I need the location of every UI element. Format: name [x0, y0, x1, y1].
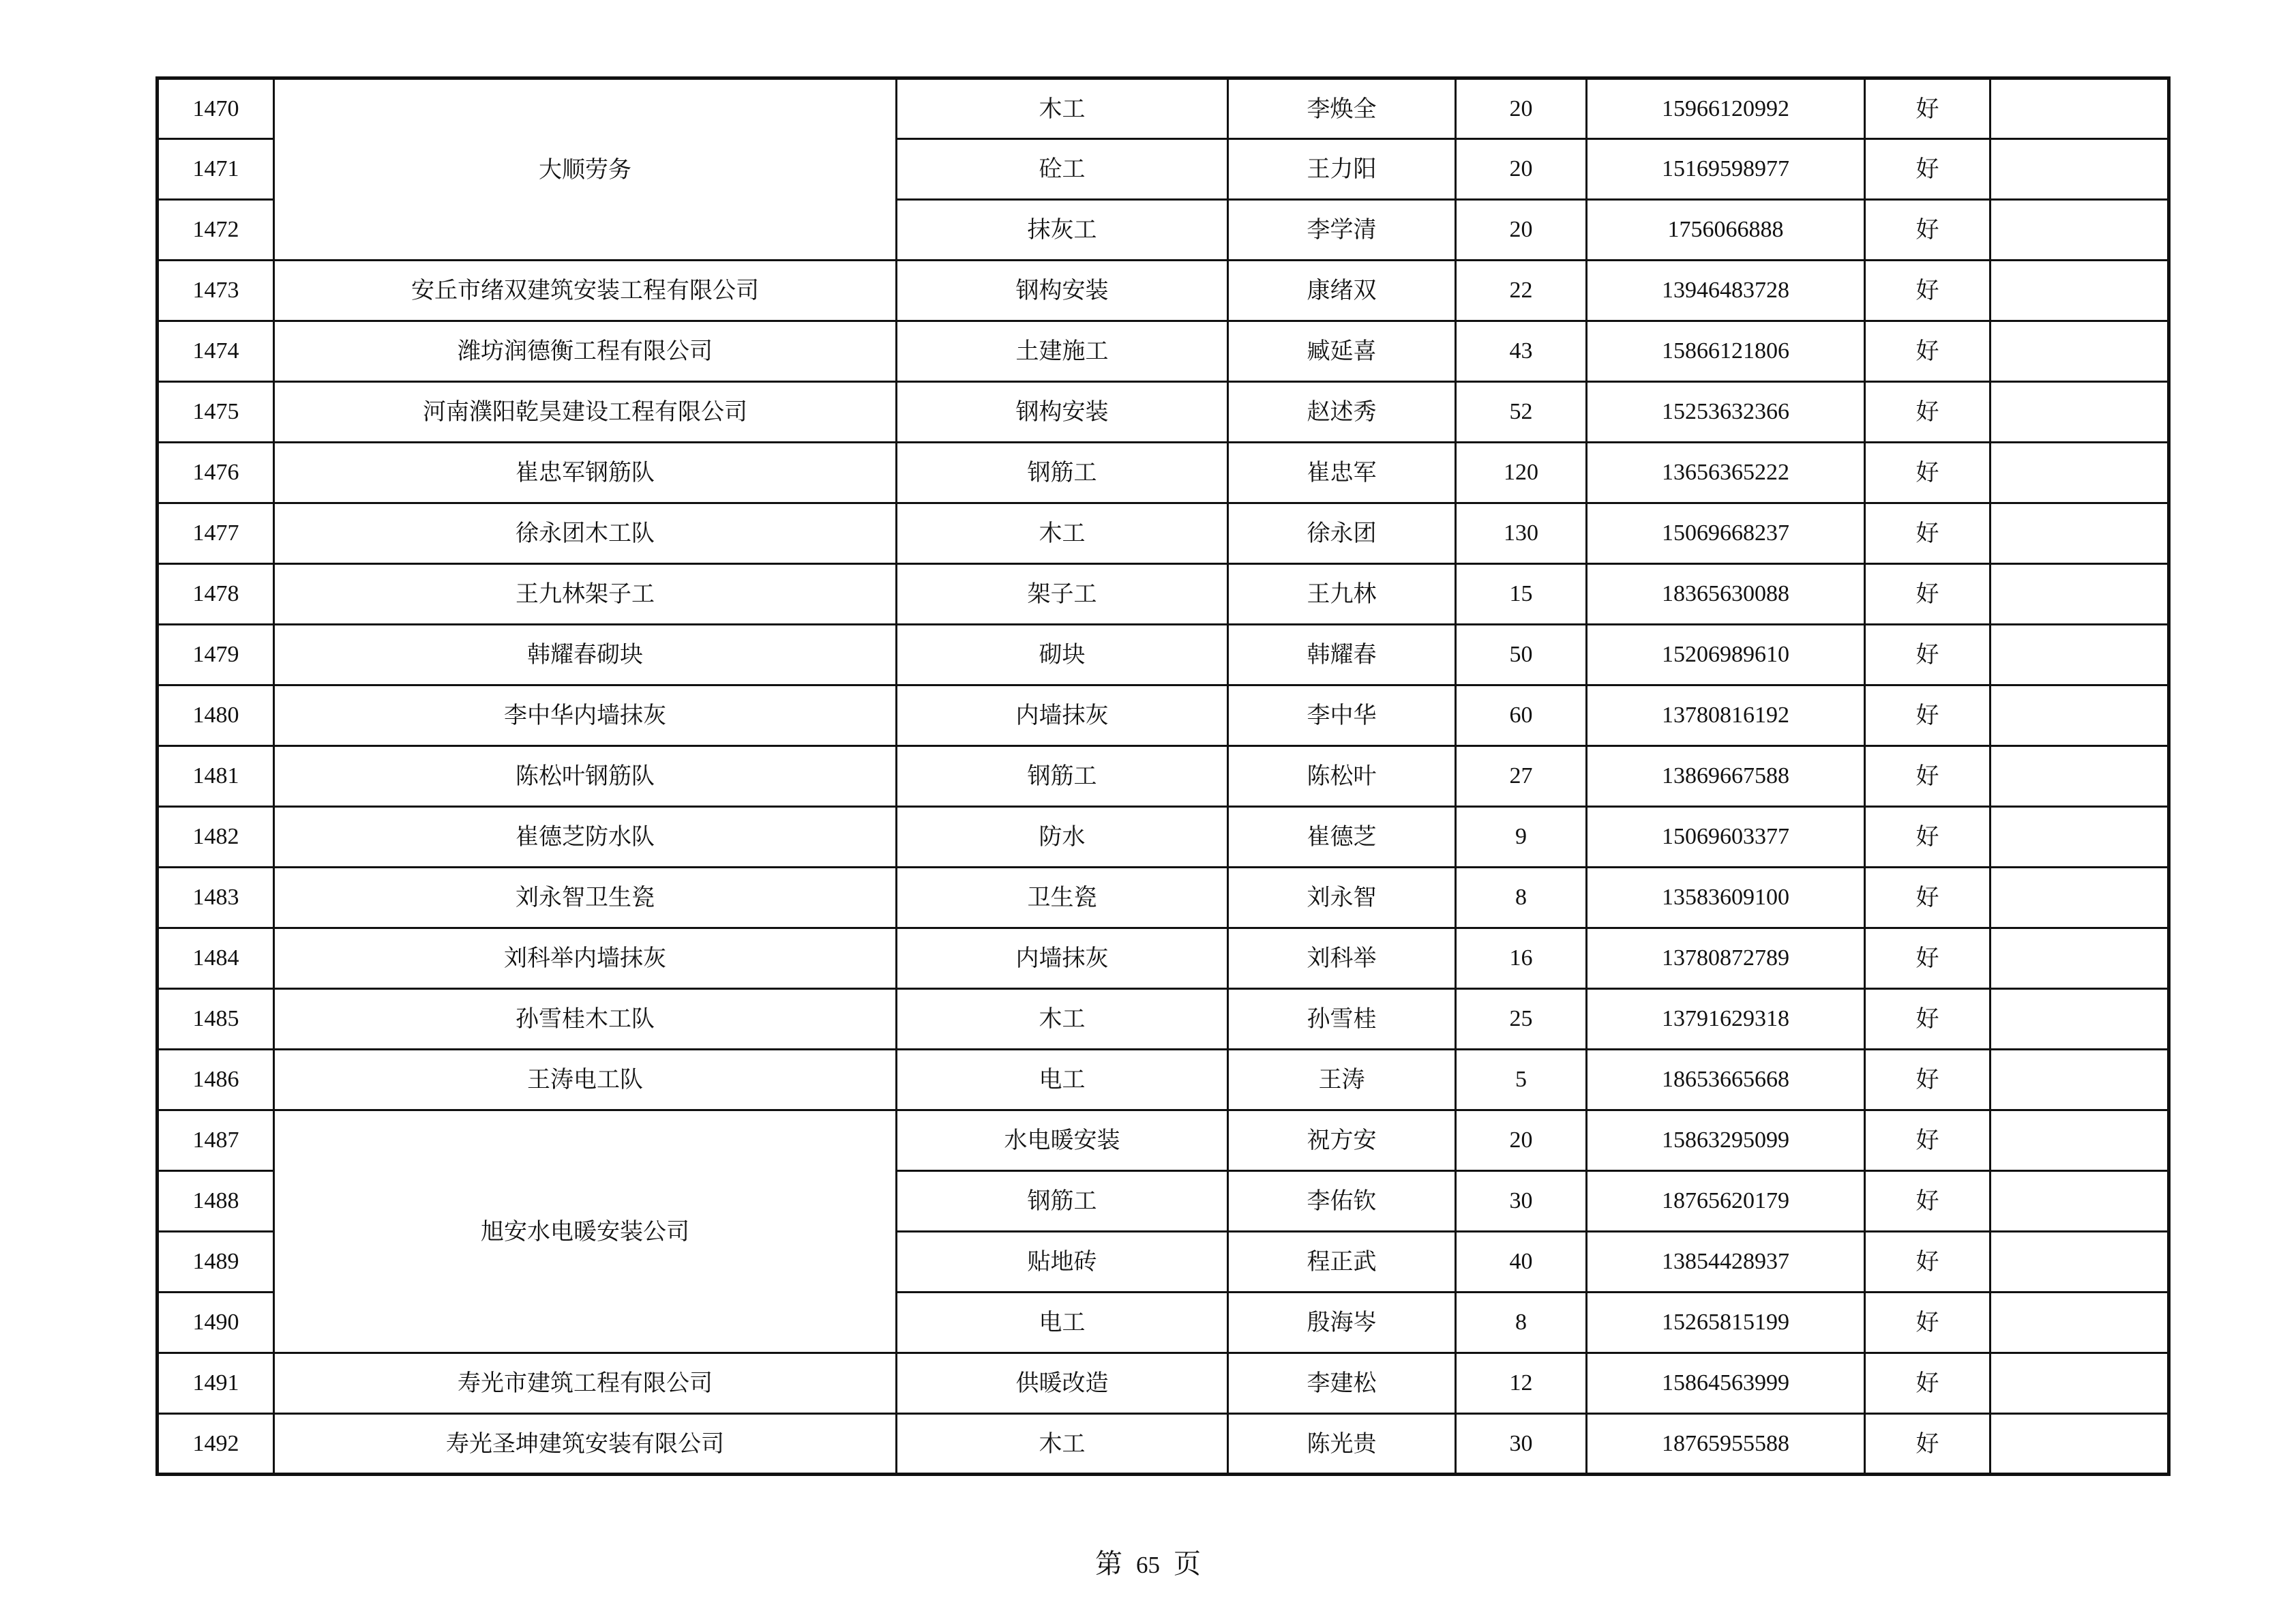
table-row	[158, 321, 2169, 382]
worker-count: 20	[1456, 139, 1587, 200]
rating: 好	[1865, 625, 1991, 685]
trade: 抹灰工	[897, 200, 1228, 261]
phone-number: 1756066888	[1587, 200, 1865, 261]
remark	[1991, 1050, 2169, 1110]
trade: 钢筋工	[897, 443, 1228, 503]
worker-count: 52	[1456, 382, 1587, 443]
leader-name: 祝方安	[1228, 1110, 1456, 1171]
phone-number: 15069668237	[1587, 503, 1865, 564]
table-row	[158, 928, 2169, 989]
row-number: 1477	[158, 503, 274, 564]
table-row	[158, 1353, 2169, 1414]
worker-count: 5	[1456, 1050, 1587, 1110]
rating: 好	[1865, 685, 1991, 746]
rating: 好	[1865, 1414, 1991, 1475]
leader-name: 徐永团	[1228, 503, 1456, 564]
rating: 好	[1865, 746, 1991, 807]
rating: 好	[1865, 1353, 1991, 1414]
worker-count: 40	[1456, 1232, 1587, 1293]
phone-number: 18765955588	[1587, 1414, 1865, 1475]
phone-number: 18653665668	[1587, 1050, 1865, 1110]
unit-name: 潍坊润德衡工程有限公司	[274, 321, 897, 382]
row-number: 1470	[158, 78, 274, 139]
worker-count: 8	[1456, 1293, 1587, 1353]
rating: 好	[1865, 1232, 1991, 1293]
unit-name: 陈松叶钢筋队	[274, 746, 897, 807]
row-number: 1483	[158, 868, 274, 928]
phone-number: 13791629318	[1587, 989, 1865, 1050]
phone-number: 15866121806	[1587, 321, 1865, 382]
phone-number: 15069603377	[1587, 807, 1865, 868]
remark	[1991, 139, 2169, 200]
leader-name: 陈松叶	[1228, 746, 1456, 807]
page-footer	[0, 1547, 2296, 1582]
leader-name: 李佑钦	[1228, 1171, 1456, 1232]
unit-name: 刘科举内墙抹灰	[274, 928, 897, 989]
unit-name: 韩耀春砌块	[274, 625, 897, 685]
rating: 好	[1865, 261, 1991, 321]
rating: 好	[1865, 928, 1991, 989]
phone-number: 13583609100	[1587, 868, 1865, 928]
row-number: 1474	[158, 321, 274, 382]
leader-name: 王力阳	[1228, 139, 1456, 200]
table-row	[158, 625, 2169, 685]
remark	[1991, 868, 2169, 928]
phone-number: 13869667588	[1587, 746, 1865, 807]
leader-name: 程正武	[1228, 1232, 1456, 1293]
trade: 砼工	[897, 139, 1228, 200]
remark	[1991, 78, 2169, 139]
table-row	[158, 868, 2169, 928]
worker-count: 8	[1456, 868, 1587, 928]
remark	[1991, 261, 2169, 321]
phone-number: 15169598977	[1587, 139, 1865, 200]
phone-number: 13946483728	[1587, 261, 1865, 321]
row-number: 1473	[158, 261, 274, 321]
rating: 好	[1865, 564, 1991, 625]
rating: 好	[1865, 200, 1991, 261]
phone-number: 18365630088	[1587, 564, 1865, 625]
worker-count: 130	[1456, 503, 1587, 564]
leader-name: 刘永智	[1228, 868, 1456, 928]
row-number: 1486	[158, 1050, 274, 1110]
remark	[1991, 1171, 2169, 1232]
row-number: 1472	[158, 200, 274, 261]
table-row	[158, 503, 2169, 564]
phone-number: 15253632366	[1587, 382, 1865, 443]
unit-name: 崔德芝防水队	[274, 807, 897, 868]
worker-count: 12	[1456, 1353, 1587, 1414]
trade: 钢筋工	[897, 1171, 1228, 1232]
worker-count: 9	[1456, 807, 1587, 868]
unit-name: 徐永团木工队	[274, 503, 897, 564]
unit-name: 大顺劳务	[274, 78, 897, 261]
rating: 好	[1865, 321, 1991, 382]
rating: 好	[1865, 443, 1991, 503]
trade: 供暖改造	[897, 1353, 1228, 1414]
phone-number: 18765620179	[1587, 1171, 1865, 1232]
leader-name: 孙雪桂	[1228, 989, 1456, 1050]
table-row	[158, 1110, 2169, 1171]
row-number: 1475	[158, 382, 274, 443]
leader-name: 李焕全	[1228, 78, 1456, 139]
table-row	[158, 746, 2169, 807]
leader-name: 殷海岑	[1228, 1293, 1456, 1353]
unit-name: 旭安水电暖安装公司	[274, 1110, 897, 1353]
worker-count: 50	[1456, 625, 1587, 685]
leader-name: 崔德芝	[1228, 807, 1456, 868]
leader-name: 臧延喜	[1228, 321, 1456, 382]
leader-name: 李中华	[1228, 685, 1456, 746]
trade: 卫生瓷	[897, 868, 1228, 928]
rating: 好	[1865, 1293, 1991, 1353]
worker-count: 20	[1456, 1110, 1587, 1171]
phone-number: 13780816192	[1587, 685, 1865, 746]
roster-table	[155, 76, 2171, 1476]
table-row	[158, 1414, 2169, 1475]
remark	[1991, 685, 2169, 746]
unit-name: 李中华内墙抹灰	[274, 685, 897, 746]
table-row	[158, 989, 2169, 1050]
table-row	[158, 564, 2169, 625]
remark	[1991, 625, 2169, 685]
table-row	[158, 685, 2169, 746]
row-number: 1489	[158, 1232, 274, 1293]
unit-name: 河南濮阳乾昊建设工程有限公司	[274, 382, 897, 443]
row-number: 1478	[158, 564, 274, 625]
rating: 好	[1865, 382, 1991, 443]
worker-count: 120	[1456, 443, 1587, 503]
unit-name: 崔忠军钢筋队	[274, 443, 897, 503]
unit-name: 刘永智卫生瓷	[274, 868, 897, 928]
worker-count: 30	[1456, 1414, 1587, 1475]
table-row	[158, 1050, 2169, 1110]
unit-name: 寿光圣坤建筑安装有限公司	[274, 1414, 897, 1475]
phone-number: 15863295099	[1587, 1110, 1865, 1171]
unit-name: 安丘市绪双建筑安装工程有限公司	[274, 261, 897, 321]
row-number: 1485	[158, 989, 274, 1050]
phone-number: 15864563999	[1587, 1353, 1865, 1414]
rating: 好	[1865, 807, 1991, 868]
worker-count: 43	[1456, 321, 1587, 382]
trade: 钢构安装	[897, 382, 1228, 443]
table-row	[158, 261, 2169, 321]
trade: 钢筋工	[897, 746, 1228, 807]
row-number: 1490	[158, 1293, 274, 1353]
remark	[1991, 1414, 2169, 1475]
worker-count: 16	[1456, 928, 1587, 989]
worker-count: 60	[1456, 685, 1587, 746]
worker-count: 15	[1456, 564, 1587, 625]
remark	[1991, 382, 2169, 443]
table-row	[158, 382, 2169, 443]
trade: 防水	[897, 807, 1228, 868]
row-number: 1484	[158, 928, 274, 989]
remark	[1991, 564, 2169, 625]
unit-name: 孙雪桂木工队	[274, 989, 897, 1050]
unit-name: 寿光市建筑工程有限公司	[274, 1353, 897, 1414]
trade: 内墙抹灰	[897, 928, 1228, 989]
table-row	[158, 78, 2169, 139]
row-number: 1471	[158, 139, 274, 200]
leader-name: 王九林	[1228, 564, 1456, 625]
trade: 架子工	[897, 564, 1228, 625]
row-number: 1480	[158, 685, 274, 746]
worker-count: 22	[1456, 261, 1587, 321]
row-number: 1479	[158, 625, 274, 685]
leader-name: 康绪双	[1228, 261, 1456, 321]
remark	[1991, 1353, 2169, 1414]
row-number: 1492	[158, 1414, 274, 1475]
trade: 土建施工	[897, 321, 1228, 382]
trade: 电工	[897, 1293, 1228, 1353]
rating: 好	[1865, 989, 1991, 1050]
phone-number: 15966120992	[1587, 78, 1865, 139]
trade: 内墙抹灰	[897, 685, 1228, 746]
remark	[1991, 1293, 2169, 1353]
worker-count: 20	[1456, 200, 1587, 261]
phone-number: 15206989610	[1587, 625, 1865, 685]
trade: 水电暖安装	[897, 1110, 1228, 1171]
rating: 好	[1865, 78, 1991, 139]
leader-name: 陈光贵	[1228, 1414, 1456, 1475]
leader-name: 李学清	[1228, 200, 1456, 261]
remark	[1991, 1232, 2169, 1293]
row-number: 1482	[158, 807, 274, 868]
remark	[1991, 503, 2169, 564]
row-number: 1476	[158, 443, 274, 503]
page-label-suffix: 页	[1174, 1548, 1201, 1580]
remark	[1991, 321, 2169, 382]
trade: 砌块	[897, 625, 1228, 685]
rating: 好	[1865, 139, 1991, 200]
rating: 好	[1865, 868, 1991, 928]
trade: 电工	[897, 1050, 1228, 1110]
leader-name: 赵述秀	[1228, 382, 1456, 443]
phone-number: 15265815199	[1587, 1293, 1865, 1353]
leader-name: 王涛	[1228, 1050, 1456, 1110]
rating: 好	[1865, 1110, 1991, 1171]
leader-name: 刘科举	[1228, 928, 1456, 989]
phone-number: 13656365222	[1587, 443, 1865, 503]
trade: 钢构安装	[897, 261, 1228, 321]
rating: 好	[1865, 1050, 1991, 1110]
row-number: 1488	[158, 1171, 274, 1232]
leader-name: 李建松	[1228, 1353, 1456, 1414]
row-number: 1481	[158, 746, 274, 807]
worker-count: 30	[1456, 1171, 1587, 1232]
trade: 木工	[897, 78, 1228, 139]
page-number: 65	[1136, 1552, 1160, 1578]
table-row	[158, 807, 2169, 868]
table-row	[158, 443, 2169, 503]
leader-name: 崔忠军	[1228, 443, 1456, 503]
unit-name: 王涛电工队	[274, 1050, 897, 1110]
trade: 木工	[897, 989, 1228, 1050]
remark	[1991, 807, 2169, 868]
worker-count: 25	[1456, 989, 1587, 1050]
unit-name: 王九林架子工	[274, 564, 897, 625]
worker-count: 20	[1456, 78, 1587, 139]
remark	[1991, 746, 2169, 807]
row-number: 1491	[158, 1353, 274, 1414]
rating: 好	[1865, 1171, 1991, 1232]
trade: 贴地砖	[897, 1232, 1228, 1293]
phone-number: 13854428937	[1587, 1232, 1865, 1293]
trade: 木工	[897, 1414, 1228, 1475]
leader-name: 韩耀春	[1228, 625, 1456, 685]
rating: 好	[1865, 503, 1991, 564]
phone-number: 13780872789	[1587, 928, 1865, 989]
remark	[1991, 989, 2169, 1050]
remark	[1991, 200, 2169, 261]
remark	[1991, 1110, 2169, 1171]
remark	[1991, 443, 2169, 503]
remark	[1991, 928, 2169, 989]
row-number: 1487	[158, 1110, 274, 1171]
page-label-prefix: 第	[1095, 1548, 1122, 1580]
worker-count: 27	[1456, 746, 1587, 807]
trade: 木工	[897, 503, 1228, 564]
